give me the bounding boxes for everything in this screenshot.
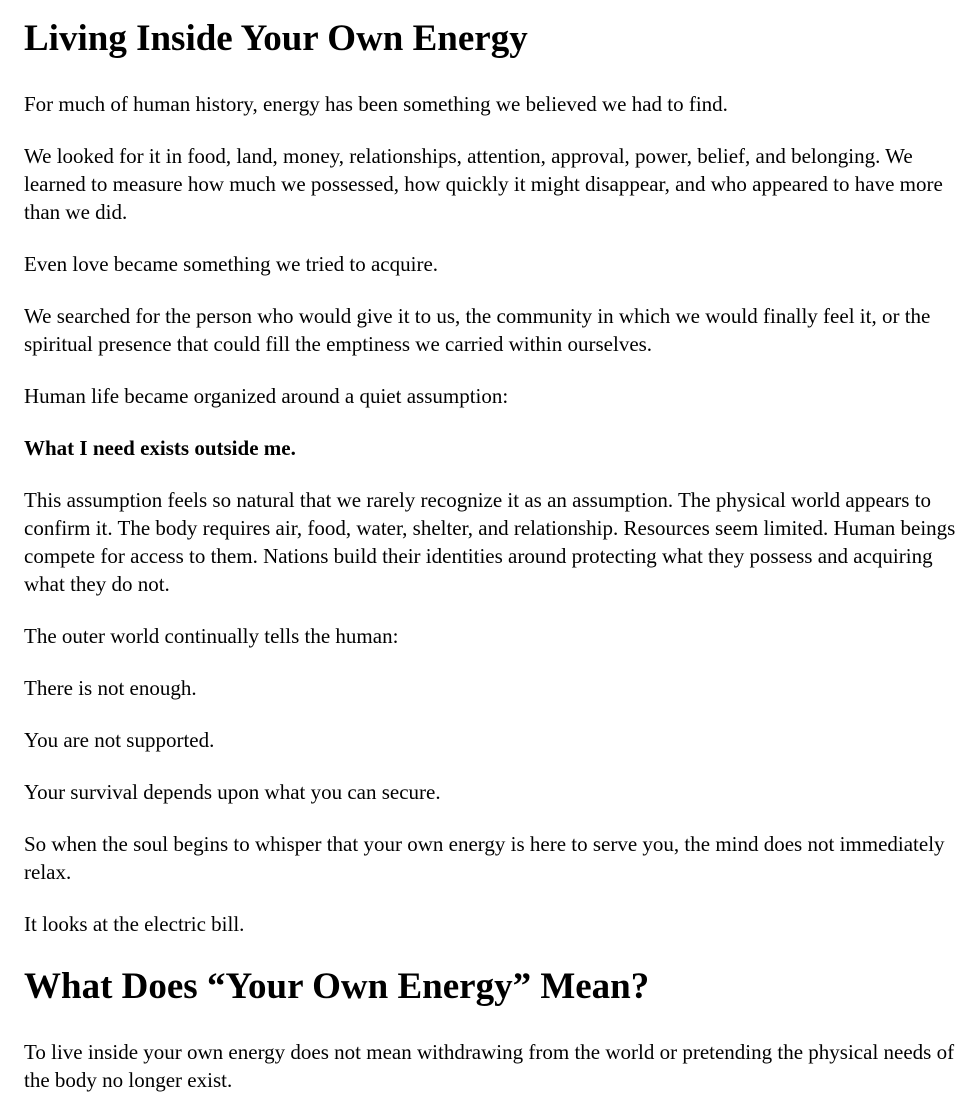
paragraph: Human life became organized around a quiet assumption: xyxy=(24,384,509,408)
paragraph: So when the soul begins to whisper that your own energy is here to serve you, the mind does not immediately relax. xyxy=(24,832,945,884)
paragraph: This assumption feels so natural that we rarely recognize it as an assumption. The physical world appears to confirm it. The body requires air, food, water, shelter, and relationship. Resources seem limited. Human beings compete for access to them. Nations build their identities around protecting what they possess and acquiring what they do not. xyxy=(24,488,956,596)
paragraph: There is not enough. xyxy=(24,676,197,700)
paragraph: Even love became something we tried to acquire. xyxy=(24,252,439,276)
paragraph: The outer world continually tells the human: xyxy=(24,624,399,648)
paragraph: To live inside your own energy does not mean withdrawing from the world or pretending the physical needs of the body no longer exist. xyxy=(24,1040,955,1092)
paragraph: Your survival depends upon what you can secure. xyxy=(24,780,441,804)
article-title: Living Inside Your Own Energy xyxy=(24,18,528,59)
emphasized-statement: What I need exists outside me. xyxy=(24,436,296,460)
paragraph: You are not supported. xyxy=(24,728,215,752)
paragraph: We searched for the person who would give it to us, the community in which we would finally feel it, or the spiritual presence that could fill the emptiness we carried within ourselves. xyxy=(24,304,931,356)
paragraph: For much of human history, energy has been something we believed we had to find. xyxy=(24,92,728,116)
paragraph: It looks at the electric bill. xyxy=(24,912,245,936)
section-heading: What Does “Your Own Energy” Mean? xyxy=(24,966,650,1007)
paragraph: We looked for it in food, land, money, relationships, attention, approval, power, belief, and belonging. We learned to measure how much we possessed, how quickly it might disappear, and who appeared to have more than we did. xyxy=(24,144,943,224)
